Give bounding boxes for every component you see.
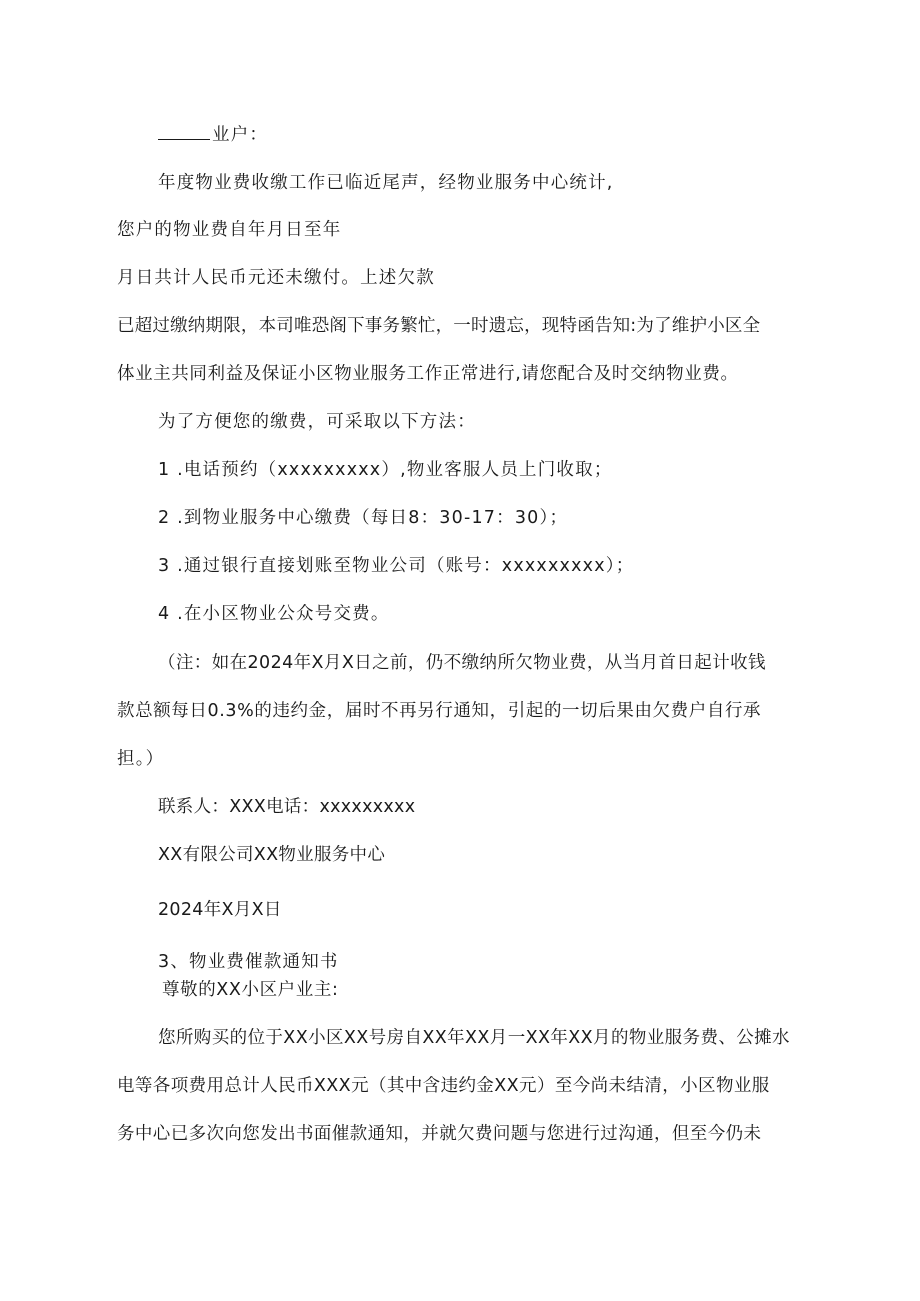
paragraph-line: 您户的物业费自年月日至年: [117, 220, 342, 240]
paragraph-line: 为了方便您的缴费，可采取以下方法：: [158, 412, 476, 432]
note-line: （注：如在2024年X月X日之前，仍不缴纳所欠物业费，从当月首日起计收钱: [158, 653, 766, 673]
list-item: 3 .通过银行直接划账至物业公司（账号：xxxxxxxxx）；: [158, 556, 635, 576]
list-item: 1 .电话预约（xxxxxxxxx）,物业客服人员上门收取；: [158, 460, 613, 480]
section-heading: 3、物业费催款通知书: [158, 952, 339, 972]
date-line: 2024年X月X日: [158, 900, 282, 920]
section-salutation: 尊敬的XX小区户业主:: [162, 980, 339, 1000]
name-blank: [158, 123, 210, 140]
paragraph-line: 月日共计人民币元还未缴付。上述欠款: [117, 268, 435, 288]
note-line: 款总额每日0.3%的违约金，届时不再另行通知，引起的一切后果由欠费户自行承: [117, 701, 762, 721]
paragraph-line: 已超过缴纳期限，本司唯恐阁下事务繁忙，一时遗忘，现特函告知:为了维护小区全: [117, 316, 761, 336]
paragraph-line: 年度物业费收缴工作已临近尾声，经物业服务中心统计,: [158, 173, 614, 193]
company-name: XX有限公司XX物业服务中心: [158, 845, 386, 865]
contact-line: 联系人：XXX电话：xxxxxxxxx: [158, 797, 416, 817]
note-line: 担。）: [117, 749, 165, 769]
paragraph-line: 体业主共同利益及保证小区物业服务工作正常进行,请您配合及时交纳物业费。: [117, 364, 739, 384]
paragraph-line: 电等各项费用总计人民币XXX元（其中含违约金XX元）至今尚未结清，小区物业服: [117, 1076, 770, 1096]
paragraph-line: 务中心已多次向您发出书面催款通知，并就欠费问题与您进行过沟通，但至今仍未: [117, 1124, 762, 1144]
paragraph-line: 您所购买的位于XX小区XX号房自XX年XX月一XX年XX月的物业服务费、公摊水: [158, 1028, 790, 1048]
list-item: 2 .到物业服务中心缴费（每日8：30-17：30）；: [158, 508, 569, 528]
salutation: 业户：: [158, 123, 268, 147]
list-item: 4 .在小区物业公众号交费。: [158, 604, 390, 624]
